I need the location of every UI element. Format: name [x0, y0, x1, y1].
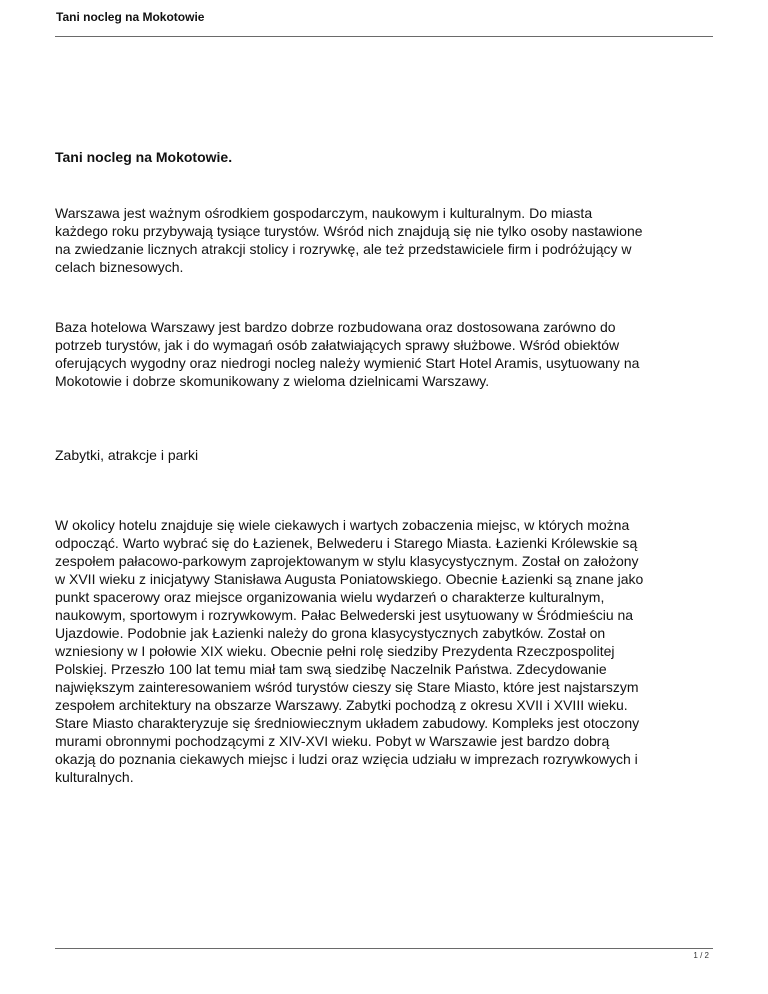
section-heading: Zabytki, atrakcje i parki: [55, 447, 199, 463]
page-number: 1 / 2: [693, 951, 709, 960]
page-footer: [55, 948, 713, 979]
paragraph-attractions: W okolicy hotelu znajduje się wiele ciekawych i wartych zobaczenia miejsc, w których można odpocząć. Warto wybrać się do Łazienek, Belwederu i Starego Miasta. Łazienki Królewskie są zespołem pałacowo-parkowym zaprojektowanym w stylu klasycystycznym. Został on założony w XVII wieku z inicjatywy Stanisława Augusta Poniatowskiego. Obecnie Łazienki są znane jako punkt spacerowy oraz miejsce organizowania wielu wydarzeń o charakterze kulturalnym, naukowym, sportowym i rozrywkowym. Pałac Belwederski jest usytuowany w Śródmieściu na Ujazdowie. Podobnie jak Łazienki należy do grona klasycystycznych zabytków. Został on wzniesiony w I połowie XIX wieku. Obecnie pełni rolę siedziby Prezydenta Rzeczpospolitej Polskiej. Przeszło 100 lat temu miał tam swą siedzibę Naczelnik Państwa. Zdecydowanie największym zainteresowaniem wśród turystów cieszy się Stare Miasto, które jest najstarszym zespołem architektury na obszarze Warszawy. Zabytki pochodzą z okresu XVII i XVIII wieku. Stare Miasto charakteryzuje się średniowiecznym układem zabudowy. Kompleks jest otoczony murami obronnymi pochodzącymi z XIV-XVI wieku. Pobyt w Warszawie jest bardzo dobrą okazją do poznania ciekawych miejsc i ludzi oraz wzięcia udziału w imprezach rozrywkowych i kulturalnych.: [55, 517, 644, 785]
header-title: Tani nocleg na Mokotowie: [56, 10, 205, 24]
paragraph-intro: Warszawa jest ważnym ośrodkiem gospodarczym, naukowym i kulturalnym. Do miasta każdego roku przybywają tysiące turystów. Wśród nich znajdują się nie tylko osoby nastawione na zwiedzanie licznych atrakcji stolicy i rozrywkę, ale też przedstawiciele firm i podróżujący w celach biznesowych.: [55, 205, 643, 275]
document-title: Tani nocleg na Mokotowie.: [55, 149, 233, 165]
page-header: [55, 0, 713, 37]
paragraph-hotel-base: Baza hotelowa Warszawy jest bardzo dobrze rozbudowana oraz dostosowana zarówno do potrzeb turystów, jak i do wymagań osób załatwiających sprawy służbowe. Wśród obiektów oferujących wygodny oraz niedrogi nocleg należy wymienić Start Hotel Aramis, usytuowany na Mokotowie i dobrze skomunikowany z wieloma dzielnicami Warszawy.: [55, 319, 640, 389]
